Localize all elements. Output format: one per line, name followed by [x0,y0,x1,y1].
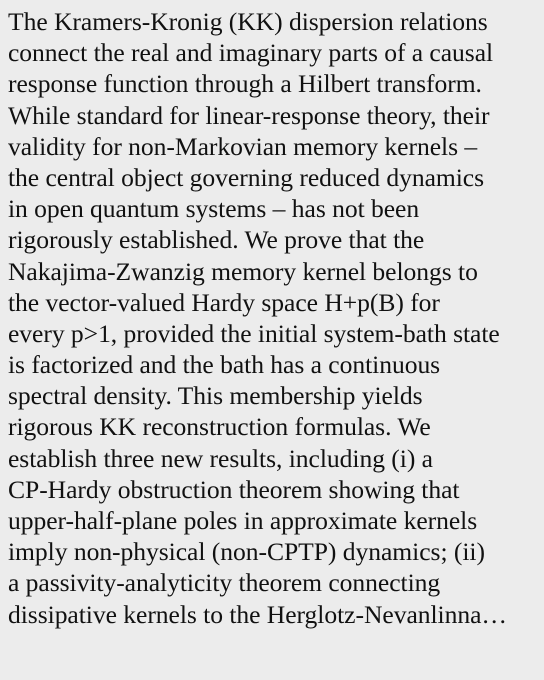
abstract-line: validity for non-Markovian memory kernels – [8,131,478,161]
abstract-line: establish three new results, including (i) a [8,443,433,473]
abstract-line: in open quantum systems – has not been [8,194,420,224]
abstract-line: dissipative kernels to the Herglotz-Nevanlinna… [8,599,507,629]
abstract-line: a passivity-analyticity theorem connecting [8,568,441,598]
abstract-line: rigorous KK reconstruction formulas. We [8,412,431,442]
abstract-line: spectral density. This membership yields [8,381,423,411]
abstract-line: While standard for linear-response theory, their [8,100,490,130]
abstract-line: imply non-physical (non-CPTP) dynamics; (ii) [8,537,485,567]
abstract-line: upper-half-plane poles in approximate kernels [8,506,478,535]
abstract-line: Nakajima-Zwanzig memory kernel belongs to [8,256,478,286]
abstract-line: rigorously established. We prove that the [8,225,425,255]
abstract-line: CP-Hardy obstruction theorem showing that [8,474,460,504]
abstract-text [8,6,542,630]
abstract-line: the vector-valued Hardy space H+p(B) for [8,287,440,317]
abstract-line: response function through a Hilbert transform. [8,69,482,99]
abstract-line: connect the real and imaginary parts of a causal [8,38,494,68]
abstract-line: every p>1, provided the initial system-bath state [8,318,500,348]
abstract-line: the central object governing reduced dynamics [8,162,485,192]
abstract-line: is factorized and the bath has a continuous [8,350,441,380]
abstract-line: The Kramers-Kronig (KK) dispersion relations [8,7,488,36]
